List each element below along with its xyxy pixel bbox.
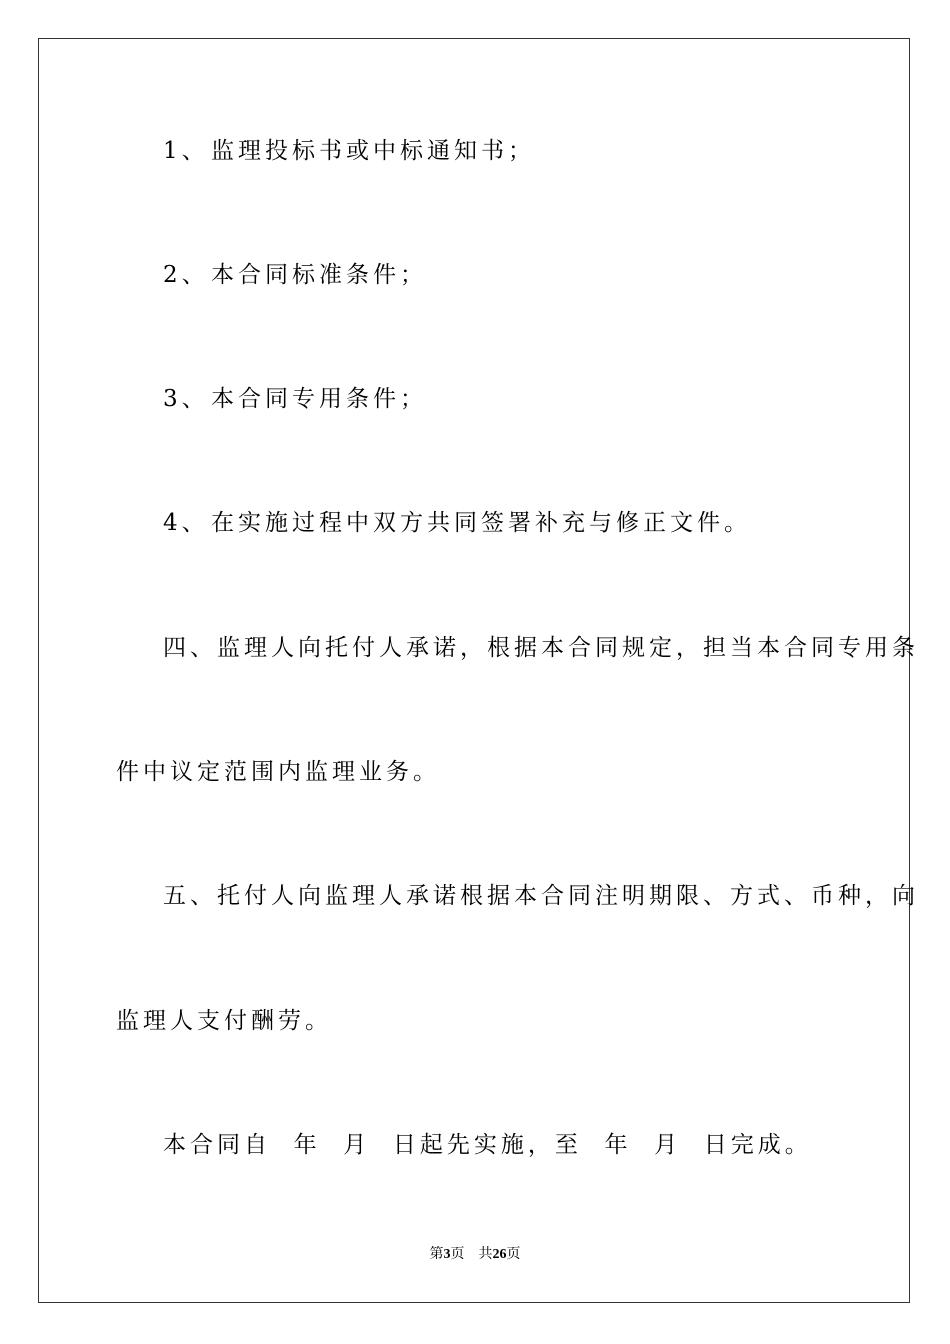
clause-item-text: 本合同标准条件； (211, 262, 427, 288)
clause-item-1 (163, 136, 535, 166)
paragraph-five-line-2: 监理人支付酬劳。 (116, 1008, 332, 1034)
page-label-prefix: 第 (429, 1247, 444, 1262)
clause-item-text: 监理投标书或中标通知书； (211, 138, 535, 164)
paragraph-four-line-1: 四、监理人向托付人承诺，根据本合同规定，担当本合同专用条 (163, 635, 919, 661)
total-label-prefix: 共 (478, 1247, 493, 1262)
page-number: 3 (443, 1247, 451, 1262)
page-footer (0, 1245, 950, 1265)
paragraph-six: 本合同自 年 月 日起先实施，至 年 月 日完成。 (163, 1132, 812, 1158)
clause-item-4 (163, 508, 751, 538)
clause-item-number: 3、 (163, 386, 209, 412)
clause-item-number: 4、 (163, 510, 209, 536)
clause-item-2 (163, 260, 427, 290)
page-label-suffix: 页 (450, 1247, 465, 1262)
paragraph-five-line-1: 五、托付人向监理人承诺根据本合同注明期限、方式、币种，向 (163, 883, 919, 909)
clause-item-number: 2、 (163, 262, 209, 288)
total-label-suffix: 页 (506, 1247, 521, 1262)
paragraph-four-line-2: 件中议定范围内监理业务。 (116, 759, 440, 785)
clause-item-number: 1、 (163, 138, 209, 164)
total-pages: 26 (492, 1247, 507, 1262)
clause-item-3 (163, 384, 427, 414)
clause-item-text: 在实施过程中双方共同签署补充与修正文件。 (211, 510, 751, 536)
clause-item-text: 本合同专用条件； (211, 386, 427, 412)
page-border (38, 38, 910, 1303)
